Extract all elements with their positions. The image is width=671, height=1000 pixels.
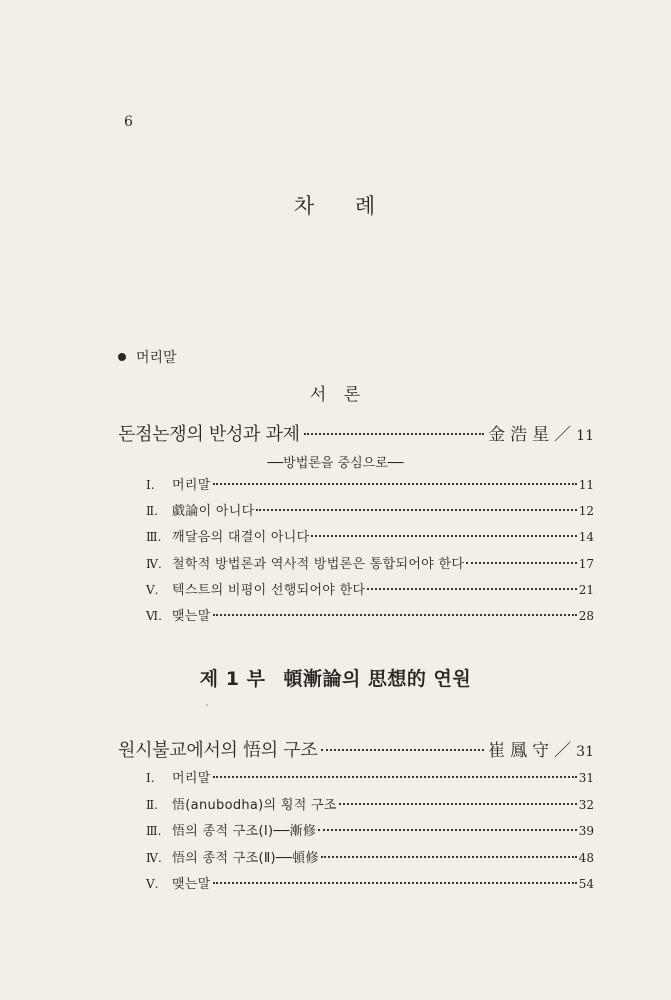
entry-number: Ⅰ. (146, 771, 155, 785)
article-title: 돈점논쟁의 반성과 과제 (118, 424, 300, 445)
entry-text: 깨달음의 대결이 아니다 (172, 530, 310, 546)
part-title: 頓漸論의 思想的 연원 (283, 668, 472, 690)
toc-entry[interactable] (146, 553, 594, 572)
dot-leader (213, 882, 577, 884)
entry-page: 14 (578, 530, 594, 545)
dot-leader (321, 856, 577, 858)
entry-page: 48 (578, 850, 594, 865)
dot-leader (256, 509, 576, 511)
intro-article-heading[interactable] (118, 420, 594, 446)
article-author: 金浩星／ (488, 425, 577, 445)
toc-entry[interactable] (146, 873, 594, 892)
entry-number: Ⅱ. (146, 797, 158, 812)
entry-text: 맺는말 (172, 877, 211, 892)
entry-number: Ⅲ. (146, 530, 162, 545)
dot-leader (213, 776, 577, 778)
part1-article-heading[interactable] (118, 736, 594, 762)
dot-leader (311, 535, 576, 537)
dot-leader (321, 749, 484, 751)
dot-leader (304, 433, 484, 435)
entry-text: 戱論이 아니다 (172, 504, 255, 520)
entry-number: Ⅴ. (146, 582, 159, 597)
entry-page: 21 (578, 582, 594, 597)
entry-page: 32 (578, 797, 594, 812)
entry-page: 28 (578, 609, 594, 623)
dot-leader (213, 614, 577, 616)
entry-page: 17 (578, 556, 594, 571)
article-author: 崔鳳守／ (488, 741, 577, 761)
part-label: 제 1 부 (199, 668, 266, 690)
entry-page: 12 (578, 504, 594, 519)
bullet-icon (118, 353, 126, 361)
entry-number: Ⅴ. (146, 877, 159, 891)
entry-text: 머리말 (172, 478, 211, 493)
toc-entry[interactable] (146, 500, 594, 519)
page-speck (206, 704, 208, 706)
dot-leader (318, 829, 577, 831)
toc-entry[interactable] (146, 579, 594, 598)
entry-text: 悟의 종적 구조(Ⅰ)──漸修 (172, 824, 317, 839)
toc-entry[interactable] (146, 605, 594, 624)
entry-text: 머리말 (172, 771, 211, 786)
toc-entry[interactable] (146, 767, 594, 786)
dot-leader (213, 483, 577, 485)
entry-page: 54 (578, 877, 594, 891)
preface-label: 머리말 (136, 350, 177, 366)
toc-entry[interactable] (146, 847, 594, 866)
intro-heading: 서 론 (309, 385, 362, 405)
entry-text: 悟의 종적 구조(Ⅱ)──頓修 (172, 850, 319, 866)
entry-text: 悟(anubodha)의 횡적 구조 (172, 797, 337, 813)
toc-entry[interactable] (146, 474, 594, 493)
entry-text: 맺는말 (172, 609, 211, 624)
toc-entry[interactable] (146, 526, 594, 545)
entry-number: Ⅳ. (146, 850, 162, 865)
entry-number: Ⅵ. (146, 609, 162, 623)
entry-page: 31 (578, 771, 594, 785)
toc-entry[interactable] (146, 794, 594, 813)
page-number: 6 (124, 114, 133, 130)
dot-leader (367, 588, 576, 590)
dot-leader (466, 562, 577, 564)
entry-page: 39 (578, 824, 594, 838)
article-title: 원시불교에서의 悟의 구조 (118, 740, 318, 761)
preface-item[interactable] (118, 347, 177, 367)
entry-text: 텍스트의 비평이 선행되어야 한다 (172, 582, 366, 598)
entry-number: Ⅲ. (146, 824, 162, 838)
entry-number: Ⅳ. (146, 556, 162, 571)
toc-entry[interactable] (146, 820, 594, 839)
entry-number: Ⅰ. (146, 478, 155, 492)
dot-leader (339, 803, 577, 805)
part-heading (0, 664, 671, 691)
entry-page: 11 (578, 478, 594, 492)
entry-number: Ⅱ. (146, 504, 158, 519)
page-title: 차 례 (293, 194, 378, 218)
entry-text: 철학적 방법론과 역사적 방법론은 통합되어야 한다 (172, 556, 465, 572)
article-subtitle: ──방법론을 중심으로── (267, 456, 404, 471)
article-page: 31 (576, 744, 594, 760)
article-page: 11 (576, 428, 594, 444)
